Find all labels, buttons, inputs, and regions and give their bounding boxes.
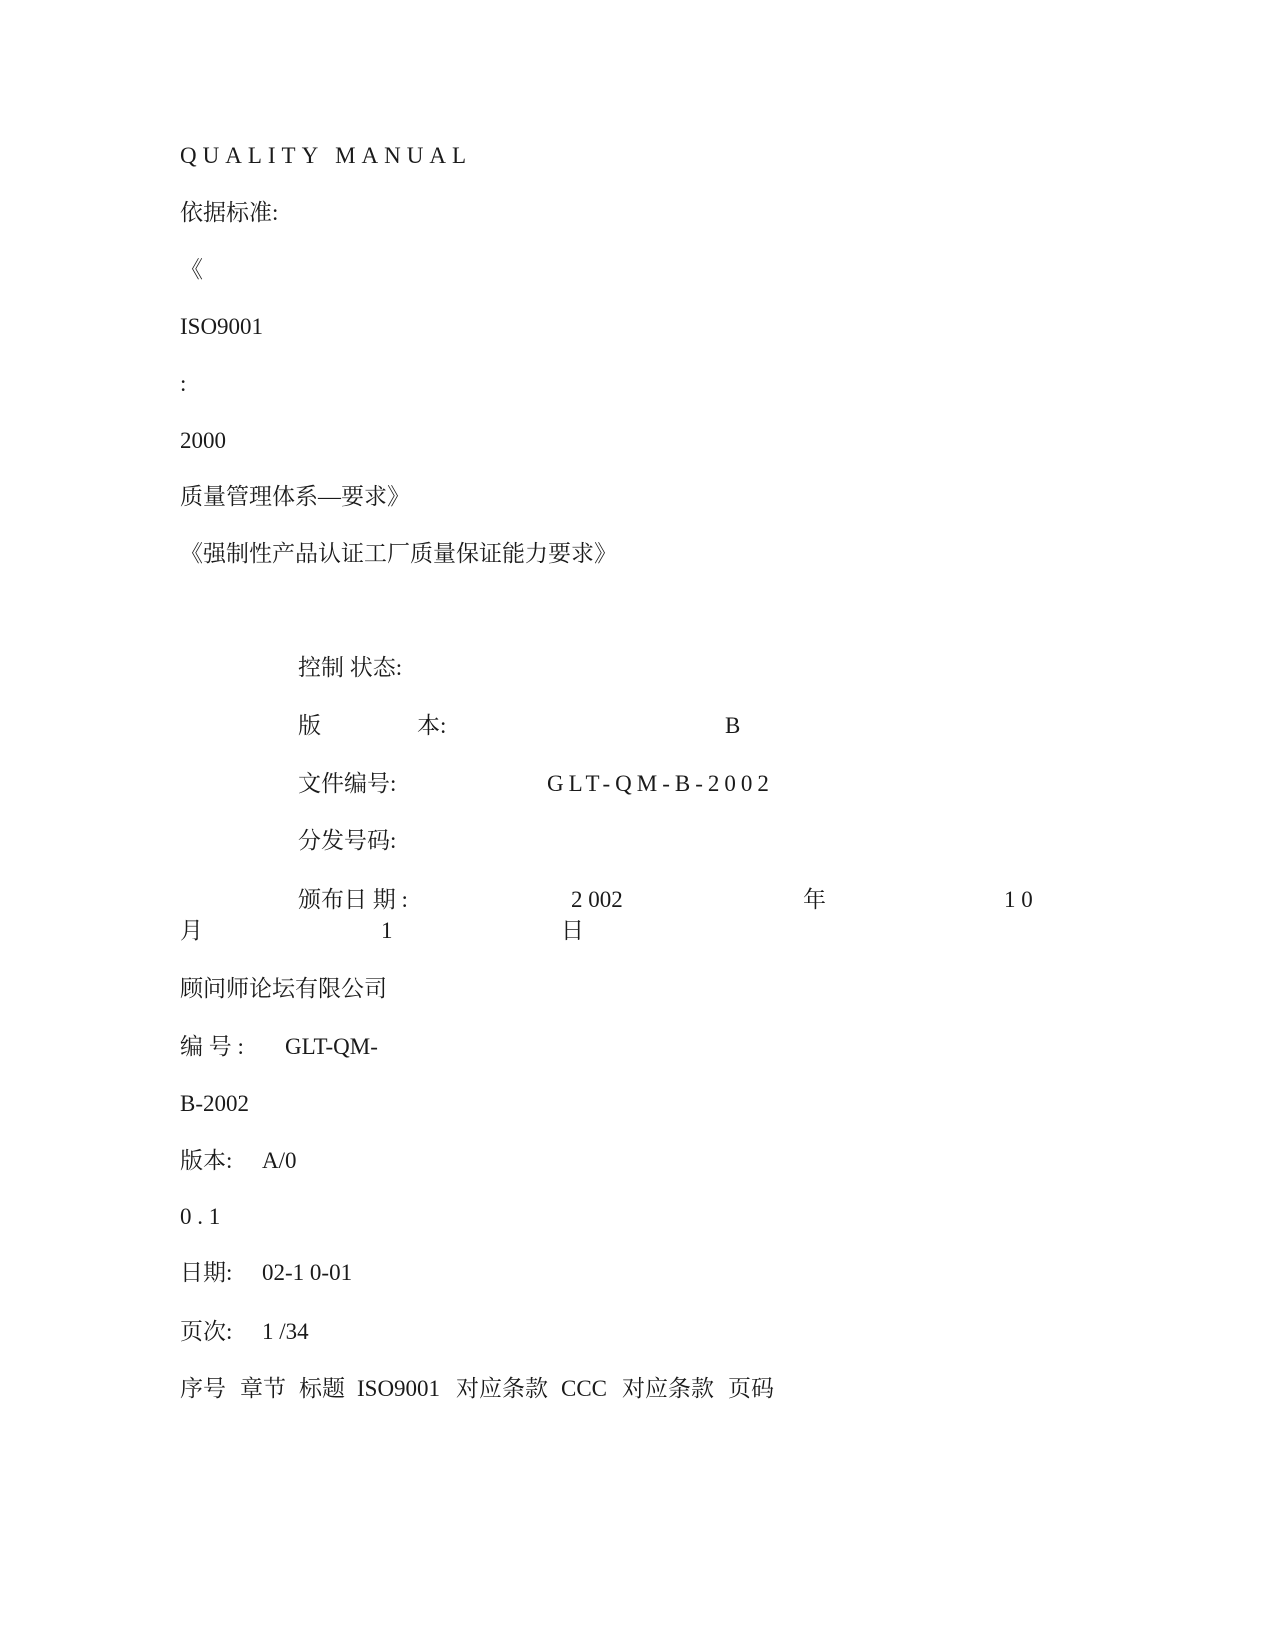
number-label: 编 号 :	[180, 1034, 244, 1059]
iso-standard: ISO9001	[180, 314, 264, 339]
day-char: 日	[561, 918, 584, 943]
ccc-title: 《强制性产品认证工厂质量保证能力要求》	[180, 541, 617, 566]
number-value-a: GLT-QM-	[285, 1034, 378, 1059]
release-month: 1 0	[1004, 887, 1033, 912]
header-version-sub: 0 . 1	[180, 1204, 221, 1229]
header-page-value: 1 /34	[262, 1319, 309, 1344]
release-date-label: 颁布日 期 :	[298, 887, 408, 912]
number-value-b: B-2002	[180, 1091, 249, 1116]
company-name: 顾问师论坛有限公司	[180, 976, 387, 1001]
toc-col-no: 序号	[180, 1376, 226, 1401]
release-day: 1	[381, 918, 393, 943]
header-version-value: A/0	[262, 1148, 297, 1173]
toc-col-page: 页码	[728, 1376, 774, 1401]
version-label-b: 本:	[417, 713, 447, 738]
iso-year: 2000	[180, 428, 226, 453]
docno-value: GLT-QM-B-2002	[547, 771, 774, 796]
toc-col-iso: ISO9001	[357, 1376, 441, 1401]
header-date-value: 02-1 0-01	[262, 1260, 353, 1285]
toc-col-ccc: CCC	[561, 1376, 608, 1401]
version-value: B	[725, 713, 741, 738]
toc-col-ccc-clause: 对应条款	[622, 1376, 714, 1401]
iso-title: 质量管理体系—要求》	[180, 484, 410, 509]
toc-col-iso-clause: 对应条款	[456, 1376, 548, 1401]
control-status-label: 控制 状态:	[298, 655, 403, 680]
year-char: 年	[803, 887, 826, 912]
toc-col-title: 标题	[299, 1376, 345, 1401]
iso-colon: :	[180, 371, 187, 396]
version-label-a: 版	[298, 713, 321, 738]
docno-label: 文件编号:	[298, 771, 397, 796]
manual-title: QUALITY MANUAL	[180, 143, 473, 168]
header-page-label: 页次:	[180, 1319, 233, 1344]
header-version-label: 版本:	[180, 1148, 233, 1173]
header-date-label: 日期:	[180, 1260, 233, 1285]
open-bracket: 《	[180, 257, 203, 282]
basis-label: 依据标准:	[180, 200, 279, 225]
distribution-label: 分发号码:	[298, 828, 397, 853]
release-year: 2 002	[571, 887, 623, 912]
month-char: 月	[180, 918, 203, 943]
toc-col-chapter: 章节	[240, 1376, 286, 1401]
